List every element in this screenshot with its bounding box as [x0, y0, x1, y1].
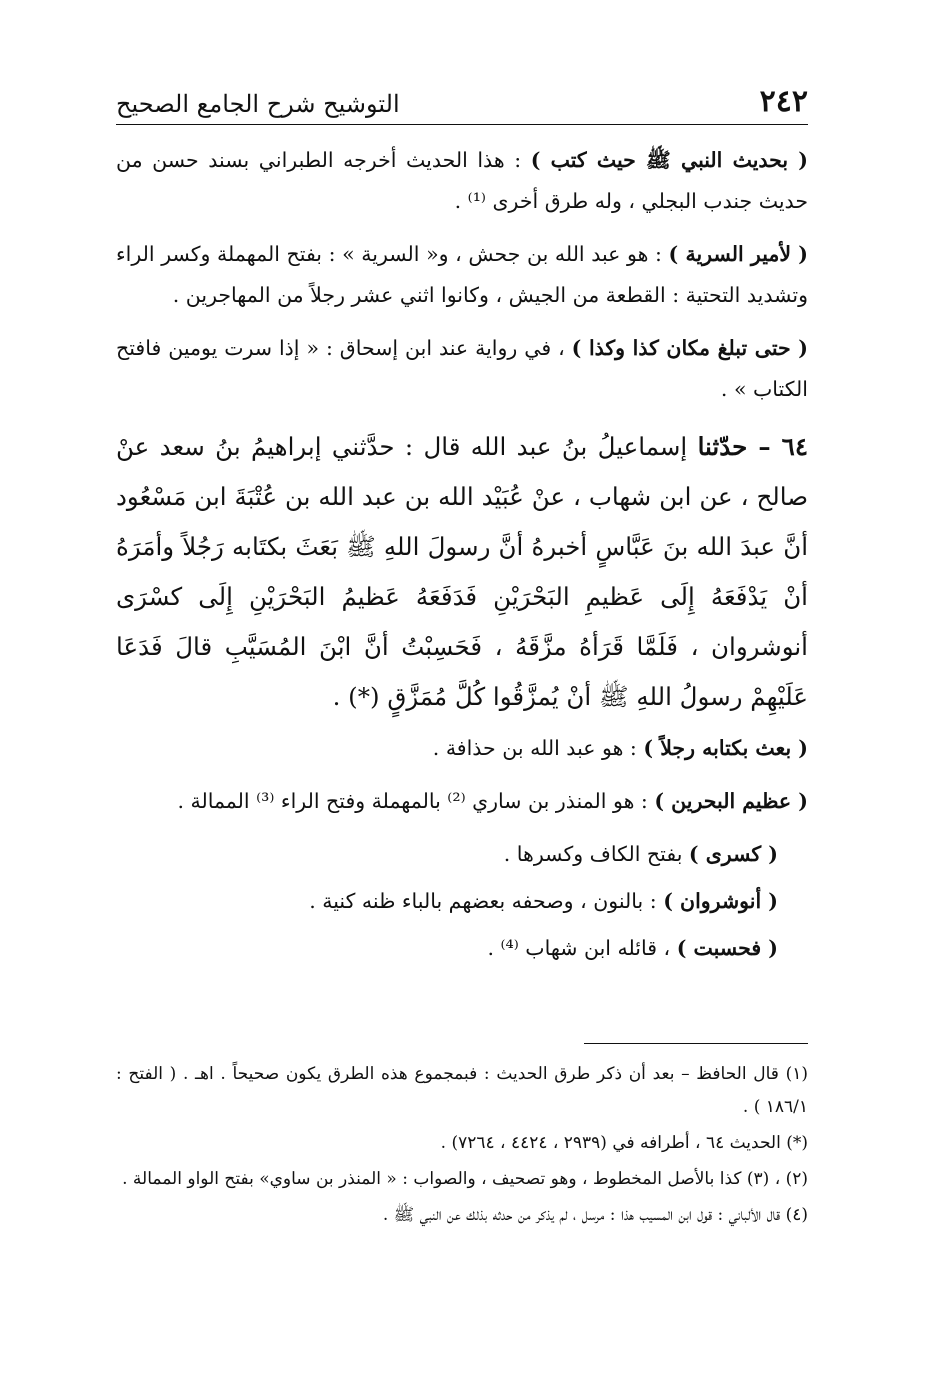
commentary-term: ( بحديث النبي ﷺ حيث كتب ) [530, 148, 808, 172]
explanation-text: : هو عبد الله بن حذافة . [432, 736, 644, 760]
commentary-paragraph [116, 140, 808, 222]
footnote: (*) الحديث ٦٤ ، أطرافه في (٢٩٣٩ ، ٤٤٢٤ ، ٧٢٦٤) . [440, 1133, 808, 1153]
explanation-text: : بالنون ، وصحفه بعضهم بالباء ظنه كنية . [309, 889, 664, 913]
explanation-term: ( أنوشروان ) [663, 889, 778, 913]
explanation-paragraph [116, 728, 808, 769]
explanation-term: ( عظيم البحرين ) [654, 789, 808, 813]
explanation-term: ( فحسبت ) [676, 936, 778, 960]
commentary-paragraph [116, 328, 808, 410]
explanation-term: ( بعث بكتابه رجلاً ) [643, 736, 808, 760]
footnote: (١) قال الحافظ – بعد أن ذكر طرق الحديث : فبمجموع هذه الطرق يكون صحيحاً . اهـ . ( الفتح : ١٨٦/١ ) . [116, 1064, 808, 1117]
explanation-paragraph [116, 781, 808, 822]
hadith-body: إسماعيلُ بنُ عبد الله قال : حدَّثني إبراهيمُ بنُ سعد عنْ صالح ، عن ابن شهاب ، عنْ عُبَيْد الله بن عبد الله بن عُتْبَةَ ابن مَسْعُود أنَّ عبدَ الله بنَ عَبَّاسٍ أخبرهُ أنَّ رسولَ اللهِ ﷺ بَعَثَ بكتَابه رَجُلاً وأمَرَهُ أنْ يَدْفَعَهُ إِلَى عَظيمِ البَحْرَيْنِ فَدَفَعَهُ عَظيمُ البَحْرَيْنِ إِلَى كسْرَى أنوشروان ، فَلَمَّا قَرَأهُ مزَّقَهُ ، فَحَسِبْتُ أنَّ ابْنَ المُسَيَّبِ قالَ فَدَعَا عَلَيْهِمْ رسولُ اللهِ ﷺ أنْ يُمزَّقُوا كُلَّ مُمَزَّقٍ (*) . [116, 432, 808, 711]
main-text [116, 140, 808, 975]
explanation-term: ( كسرى ) [688, 842, 778, 866]
explanation-text: : هو المنذر بن ساري ⁽²⁾ بالمهملة وفتح الراء ⁽³⁾ الممالة . [177, 789, 655, 813]
footnotes [116, 1058, 808, 1235]
footnote: (٢) ، (٣) كذا بالأصل المخطوط ، وهو تصحيف ، والصواب : « المنذر بن ساوي» بفتح الواو الممالة . [122, 1169, 808, 1189]
commentary-text: : هذا الحديث أخرجه الطبراني بسند حسن من حديث جندب البجلي ، وله طرق أخرى ⁽¹⁾ . [116, 148, 808, 213]
commentary-term: ( حتى تبلغ مكان كذا وكذا ) [571, 336, 808, 360]
hadith-number: ٦٤ – حدّثنا [697, 432, 808, 461]
commentary-paragraph [116, 234, 808, 316]
page-number: ٢٤٢ [759, 84, 808, 119]
commentary-text: : هو عبد الله بن جحش ، و« السرية » : بفتح المهملة وكسر الراء وتشديد التحتية : القطعة من الجيش ، وكانوا اثني عشر رجلاً من المهاجرين . [116, 242, 808, 307]
explanation-text: بفتح الكاف وكسرها . [503, 842, 689, 866]
explanation-paragraph [116, 834, 778, 875]
commentary-text: ، في رواية عند ابن إسحاق : « إذا سرت يومين فافتح الكتاب » . [116, 336, 808, 401]
footnote-divider [584, 1043, 808, 1044]
explanation-paragraph [116, 881, 778, 922]
hadith-text [116, 422, 808, 722]
footnote: (٤) قال الألباني : قول ابن المسيب هذا : مرسل ، لم يذكر من حدثه بذلك عن النبي ﷺ . [382, 1205, 808, 1225]
commentary-term: ( لأمير السرية ) [668, 242, 808, 266]
running-title: التوشيح شرح الجامع الصحيح [116, 90, 400, 118]
explanation-text: ، قائله ابن شهاب ⁽⁴⁾ . [487, 936, 677, 960]
explanation-paragraph [116, 928, 778, 969]
page-header [116, 84, 808, 125]
